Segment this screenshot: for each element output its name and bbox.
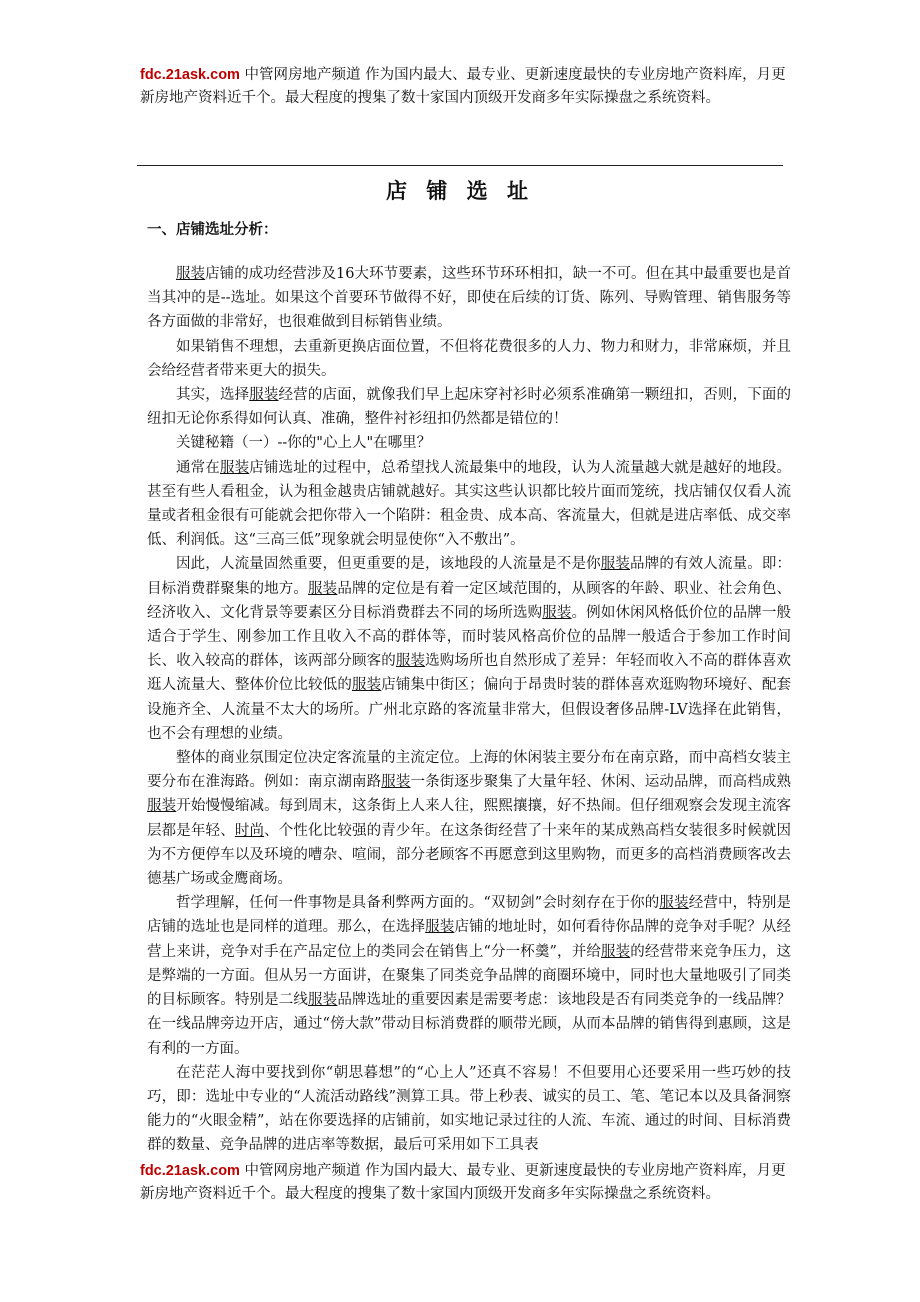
header-divider — [137, 165, 783, 166]
paragraph-text: 通常在 — [176, 459, 220, 476]
paragraph-text: 的经营带来竞争压力，这是弊端的一方面。但从另一方面讲，在聚集了同类竞争品牌的商圈环境中，同时也大量地吸引了同类的目标顾客。特别是二线 — [147, 943, 792, 1009]
paragraph-text: 开始慢慢缩减。每到周末，这条街上人来人往，熙熙攘攘，好不热闹。但仔细观察会发现主流客层都是年轻、 — [147, 798, 791, 839]
keyword-link[interactable]: 服装 — [308, 992, 338, 1009]
section-heading: 一、店铺选址分析： — [147, 221, 278, 238]
paragraph-text: 。例如休闲风格低价位的品牌一般适合于学生、刚参加工作且收入不高的群体等，而时装风格高价位的品牌一般适合于参加工作时间长、收入较高的群体，该两部分顾客的 — [147, 604, 791, 670]
paragraph-text: 品牌的定位是有着一定区域范围的，从顾客的年龄、职业、社会角色、经济收入、文化背景等要素区分目标消费群去不同的场所选购 — [147, 580, 792, 621]
paragraph-text: 店铺的地址时，如何看待你品牌的竞争对手呢？从经营上来讲，竞争对手在产品定位上的类同会在销售上“分一杯羹”，并给 — [147, 919, 792, 960]
paragraph-text: 经营的店面，就像我们早上起床穿衬衫时必须系准确第一颗纽扣，否则，下面的纽扣无论你系得如何认真、准确，整件衬衫纽扣仍然都是错位的！ — [147, 387, 792, 428]
header-site-link[interactable]: fdc.21ask.com — [140, 67, 240, 83]
keyword-link[interactable]: 服装 — [351, 677, 382, 694]
document-body — [147, 262, 791, 1158]
keyword-link[interactable]: 服装 — [600, 943, 631, 960]
paragraph-text: 哲学理解，任何一件事物是具备利弊两方面的。“双韧剑”会时刻存在于你的 — [176, 895, 660, 912]
paragraph-text: 其实，选择 — [176, 387, 250, 404]
body-paragraph — [147, 383, 791, 431]
keyword-link[interactable]: 服装 — [308, 580, 338, 597]
paragraph-text: 整体的商业氛围定位决定客流量的主流定位。上海的休闲装主要分布在南京路，而中高档女装主要分布在淮海路。例如：南京湖南路 — [147, 750, 791, 791]
paragraph-text: 店铺的成功经营涉及16大环节要素，这些环节环环相扣，缺一不可。但在其中最重要也是首当其冲的是--选址。如果这个首要环节做得不好，即使在后续的订货、陈列、导购管理、销售服务等各方面做的非常好，也很难做到目标销售业绩。 — [147, 266, 792, 331]
keyword-link[interactable]: 服装 — [395, 653, 426, 670]
body-paragraph — [147, 456, 791, 553]
body-paragraph — [147, 335, 791, 383]
keyword-link[interactable]: 服装 — [381, 774, 411, 791]
paragraph-text: 如果销售不理想，去重新更换店面位置，不但将花费很多的人力、物力和财力，非常麻烦，并且会给经营者带来更大的损失。 — [147, 338, 791, 379]
paragraph-text: 一条街逐步聚集了大量年轻、休闲、运动品牌，而高档成熟 — [410, 774, 792, 791]
paragraph-text: 在茫茫人海中要找到你“朝思暮想”的“心上人”还真不容易！不但要用心还要采用一些巧妙的技巧，即：选址中专业的“人流活动路线”测算工具。带上秒表、诚实的员工、笔、笔记本以及具备洞察能力的“火眼金精”，站在你要选择的店铺前，如实地记录过往的人流、车流、通过的时间、目标消费群的数量、竞争品牌的进店率等数据，最后可采用如下工具表 — [147, 1064, 791, 1154]
body-paragraph — [147, 891, 791, 1060]
keyword-link[interactable]: 服装 — [147, 798, 177, 815]
paragraph-text: 经营中，特别是店铺的选址也是同样的道理。那么，在选择 — [147, 895, 792, 936]
keyword-link[interactable]: 服装 — [542, 604, 572, 621]
paragraph-text: 、个性化比较强的青少年。在这条街经营了十来年的某成熟高档女装很多时候就因为不方便停车以及环境的嘈杂、喧闹，部分老顾客不再愿意到这里购物，而更多的高档消费顾客改去德基广场或金鹰商场。 — [147, 822, 792, 888]
body-paragraph — [147, 552, 791, 746]
keyword-link[interactable]: 服装 — [176, 266, 206, 282]
keyword-link[interactable]: 服装 — [249, 387, 279, 404]
paragraph-text: 选购场所也自然形成了差异：年轻而收入不高的群体喜欢逛人流量大、整体价位比较低的 — [147, 653, 792, 694]
header-text: 中管网房地产频道 作为国内最大、最专业、更新速度最快的专业房地产资料库，月更新房地产资料近千个。最大程度的搜集了数十家国内顶级开发商多年实际操盘之系统资料。 — [140, 67, 786, 106]
paragraph-text: 店铺集中街区；偏向于昂贵时装的群体喜欢逛购物环境好、配套设施齐全、人流量不太大的场所。广州北京路的客流量非常大，但假设奢侈品牌-LV选择在此销售，也不会有理想的业绩。 — [147, 677, 791, 742]
page-footer — [140, 1160, 790, 1206]
page-header — [140, 64, 790, 110]
keyword-link[interactable]: 服装 — [425, 919, 455, 936]
keyword-link[interactable]: 服装 — [600, 556, 631, 573]
paragraph-text: 因此，人流量固然重要，但更重要的是，该地段的人流量是不是你 — [176, 556, 601, 573]
paragraph-text: 店铺选址的过程中，总希望找人流最集中的地段，认为人流量越大就是越好的地段。甚至有些人看租金，认为租金越贵店铺就越好。其实这些认识都比较片面而笼统，找店铺仅仅看人流量或者租金很有可能就会把你带入一个陷阱：租金贵、成本高、客流量大，但就是进店率低、成交率低、利润低。这“三高三低”现象就会明显使你“入不敷出”。 — [147, 459, 792, 549]
footer-text: 中管网房地产频道 作为国内最大、最专业、更新速度最快的专业房地产资料库，月更新房地产资料近千个。最大程度的搜集了数十家国内顶级开发商多年实际操盘之系统资料。 — [140, 1163, 786, 1202]
body-paragraph — [147, 431, 791, 455]
paragraph-text: 关键秘籍（一）--你的"心上人"在哪里？ — [176, 435, 432, 452]
keyword-link[interactable]: 时尚 — [234, 822, 265, 839]
footer-site-link[interactable]: fdc.21ask.com — [140, 1163, 240, 1179]
body-paragraph — [147, 1061, 791, 1158]
paragraph-text: 品牌的有效人流量。即：目标消费群聚集的地方。 — [147, 556, 792, 597]
keyword-link[interactable]: 服装 — [659, 895, 689, 912]
body-paragraph — [147, 746, 791, 891]
keyword-link[interactable]: 服装 — [219, 459, 250, 476]
paragraph-text: 品牌选址的重要因素是需要考虑：该地段是否有同类竞争的一线品牌？在一线品牌旁边开店，通过“傍大款”带动目标消费群的顺带光顾，从而本品牌的销售得到惠顾，这是有利的一方面。 — [147, 992, 792, 1057]
body-paragraph — [147, 262, 791, 335]
page-title: 店 铺 选 址 — [386, 178, 534, 203]
